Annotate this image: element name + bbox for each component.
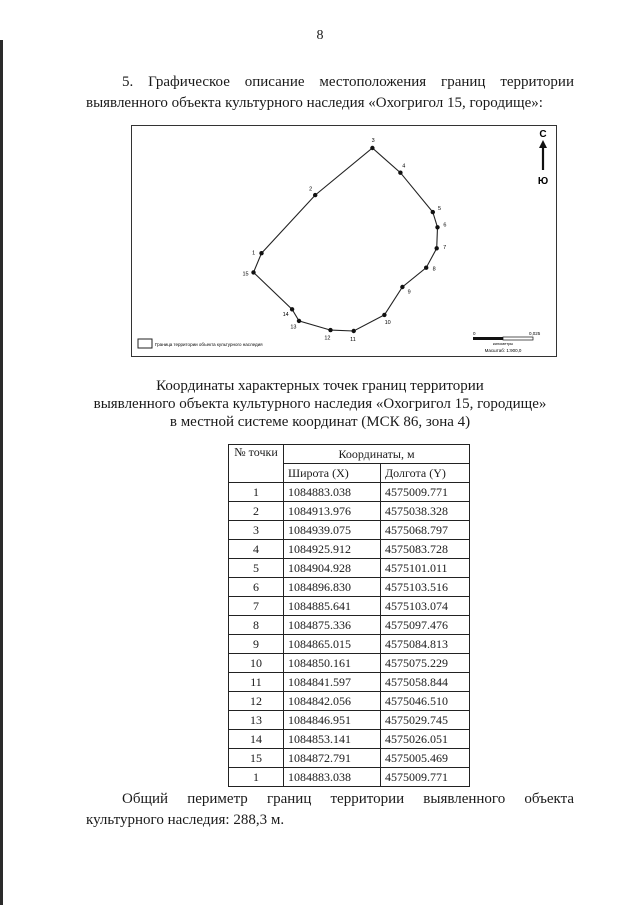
cell-latitude: 1084841.597 bbox=[284, 673, 381, 692]
boundary-point-label: 8 bbox=[432, 266, 436, 273]
cell-longitude: 4575009.771 bbox=[381, 768, 470, 787]
cell-point-number: 10 bbox=[229, 654, 284, 673]
cell-latitude: 1084925.912 bbox=[284, 540, 381, 559]
boundary-point bbox=[290, 307, 294, 311]
boundary-polygon bbox=[254, 148, 438, 331]
boundary-point-label: 11 bbox=[350, 337, 356, 343]
cell-point-number: 9 bbox=[229, 635, 284, 654]
table-row bbox=[229, 559, 470, 578]
boundary-point-label: 4 bbox=[402, 163, 406, 170]
boundary-point-label: 9 bbox=[407, 289, 411, 296]
cell-longitude: 4575046.510 bbox=[381, 692, 470, 711]
cell-longitude: 4575068.797 bbox=[381, 521, 470, 540]
boundary-point-label: 12 bbox=[324, 335, 331, 342]
table-caption bbox=[0, 377, 640, 431]
cell-point-number: 5 bbox=[229, 559, 284, 578]
boundary-point bbox=[370, 146, 374, 150]
boundary-point bbox=[352, 329, 356, 333]
section-heading bbox=[86, 72, 574, 114]
boundary-point bbox=[251, 270, 255, 274]
table-row bbox=[229, 673, 470, 692]
boundary-point-label: 6 bbox=[443, 222, 447, 229]
cell-longitude: 4575103.516 bbox=[381, 578, 470, 597]
boundary-point bbox=[382, 313, 386, 317]
cell-latitude: 1084865.015 bbox=[284, 635, 381, 654]
table-row bbox=[229, 749, 470, 768]
table-row bbox=[229, 654, 470, 673]
compass-north-label: С bbox=[539, 129, 547, 140]
boundary-map-canvas bbox=[132, 126, 556, 356]
cell-longitude: 4575009.771 bbox=[381, 483, 470, 502]
cell-latitude: 1084846.951 bbox=[284, 711, 381, 730]
left-margin-rule bbox=[0, 40, 3, 905]
header-point-number: № точки bbox=[229, 445, 284, 483]
table-row bbox=[229, 483, 470, 502]
cell-point-number: 14 bbox=[229, 730, 284, 749]
cell-latitude: 1084875.336 bbox=[284, 616, 381, 635]
cell-longitude: 4575038.328 bbox=[381, 502, 470, 521]
boundary-point-label: 1 bbox=[252, 250, 256, 257]
perimeter-text: Общий периметр границ территории выявленного объекта культурного наследия: 288,3 м. bbox=[86, 791, 574, 828]
boundary-point bbox=[259, 251, 263, 255]
table-row bbox=[229, 616, 470, 635]
cell-latitude: 1084850.161 bbox=[284, 654, 381, 673]
table-row bbox=[229, 730, 470, 749]
cell-latitude: 1084939.075 bbox=[284, 521, 381, 540]
cell-longitude: 4575097.476 bbox=[381, 616, 470, 635]
cell-point-number: 3 bbox=[229, 521, 284, 540]
cell-longitude: 4575075.229 bbox=[381, 654, 470, 673]
cell-point-number: 1 bbox=[229, 483, 284, 502]
cell-point-number: 6 bbox=[229, 578, 284, 597]
cell-longitude: 4575083.728 bbox=[381, 540, 470, 559]
boundary-point-label: 14 bbox=[282, 312, 289, 319]
table-row bbox=[229, 692, 470, 711]
table-row bbox=[229, 540, 470, 559]
north-arrow-icon bbox=[538, 129, 548, 187]
boundary-point-label: 15 bbox=[242, 271, 249, 278]
cell-point-number: 7 bbox=[229, 597, 284, 616]
coordinates-table-body bbox=[229, 483, 470, 787]
cell-latitude: 1084913.976 bbox=[284, 502, 381, 521]
boundary-point-label: 5 bbox=[437, 205, 442, 212]
boundary-point bbox=[398, 171, 402, 175]
cell-longitude: 4575005.469 bbox=[381, 749, 470, 768]
boundary-point bbox=[400, 285, 404, 289]
coordinates-table bbox=[228, 444, 470, 787]
cell-latitude: 1084904.928 bbox=[284, 559, 381, 578]
boundary-point-label: 2 bbox=[309, 186, 313, 193]
table-row bbox=[229, 521, 470, 540]
boundary-point bbox=[313, 193, 317, 197]
boundary-point bbox=[431, 210, 435, 214]
cell-latitude: 1084896.830 bbox=[284, 578, 381, 597]
cell-point-number: 12 bbox=[229, 692, 284, 711]
cell-longitude: 4575029.745 bbox=[381, 711, 470, 730]
header-longitude: Долгота (Y) bbox=[381, 464, 470, 483]
page-number: 8 bbox=[316, 28, 324, 43]
boundary-point-label: 13 bbox=[290, 324, 297, 331]
perimeter-note bbox=[86, 789, 574, 831]
boundary-point bbox=[297, 319, 301, 323]
scale-bar bbox=[473, 331, 541, 353]
cell-longitude: 4575026.051 bbox=[381, 730, 470, 749]
table-row bbox=[229, 768, 470, 787]
cell-latitude: 1084842.056 bbox=[284, 692, 381, 711]
cell-latitude: 1084853.141 bbox=[284, 730, 381, 749]
cell-latitude: 1084872.791 bbox=[284, 749, 381, 768]
scale-ratio: Масштаб: 1:900,0 bbox=[484, 348, 522, 353]
cell-point-number: 1 bbox=[229, 768, 284, 787]
caption-line-1: Координаты характерных точек границ территории bbox=[156, 378, 484, 394]
header-latitude: Широта (X) bbox=[284, 464, 381, 483]
caption-line-2: выявленного объекта культурного наследия «Охогригол 15, городище» bbox=[93, 396, 547, 412]
compass-south-label: Ю bbox=[537, 176, 549, 187]
cell-longitude: 4575084.813 bbox=[381, 635, 470, 654]
boundary-map bbox=[131, 125, 557, 357]
cell-latitude: 1084883.038 bbox=[284, 483, 381, 502]
cell-longitude: 4575103.074 bbox=[381, 597, 470, 616]
cell-point-number: 2 bbox=[229, 502, 284, 521]
header-coordinates: Координаты, м bbox=[284, 445, 470, 464]
cell-point-number: 15 bbox=[229, 749, 284, 768]
scale-unit: километры bbox=[492, 341, 514, 346]
map-legend bbox=[138, 339, 263, 348]
scale-start: 0 bbox=[473, 331, 476, 336]
caption-line-3: в местной системе координат (МСК 86, зона 4) bbox=[169, 414, 471, 430]
boundary-point-label: 7 bbox=[443, 245, 447, 252]
cell-longitude: 4575058.844 bbox=[381, 673, 470, 692]
section-heading-text: 5. Графическое описание местоположения границ территории выявленного объекта культурного наследия «Охогригол 15, городище»: bbox=[86, 74, 574, 111]
cell-point-number: 8 bbox=[229, 616, 284, 635]
cell-longitude: 4575101.011 bbox=[381, 559, 470, 578]
table-row bbox=[229, 502, 470, 521]
cell-point-number: 4 bbox=[229, 540, 284, 559]
legend-label: Граница территории объекта культурного наследия bbox=[155, 342, 263, 347]
cell-point-number: 13 bbox=[229, 711, 284, 730]
boundary-point-label: 3 bbox=[371, 138, 375, 144]
boundary-point bbox=[435, 225, 439, 229]
table-row bbox=[229, 635, 470, 654]
table-row bbox=[229, 711, 470, 730]
table-row bbox=[229, 578, 470, 597]
table-row bbox=[229, 597, 470, 616]
cell-latitude: 1084885.641 bbox=[284, 597, 381, 616]
boundary-point bbox=[435, 246, 439, 250]
boundary-point-label: 10 bbox=[384, 320, 391, 327]
boundary-point bbox=[328, 328, 332, 332]
cell-latitude: 1084883.038 bbox=[284, 768, 381, 787]
scale-end: 0,025 bbox=[529, 331, 541, 336]
boundary-point bbox=[424, 266, 428, 270]
cell-point-number: 11 bbox=[229, 673, 284, 692]
